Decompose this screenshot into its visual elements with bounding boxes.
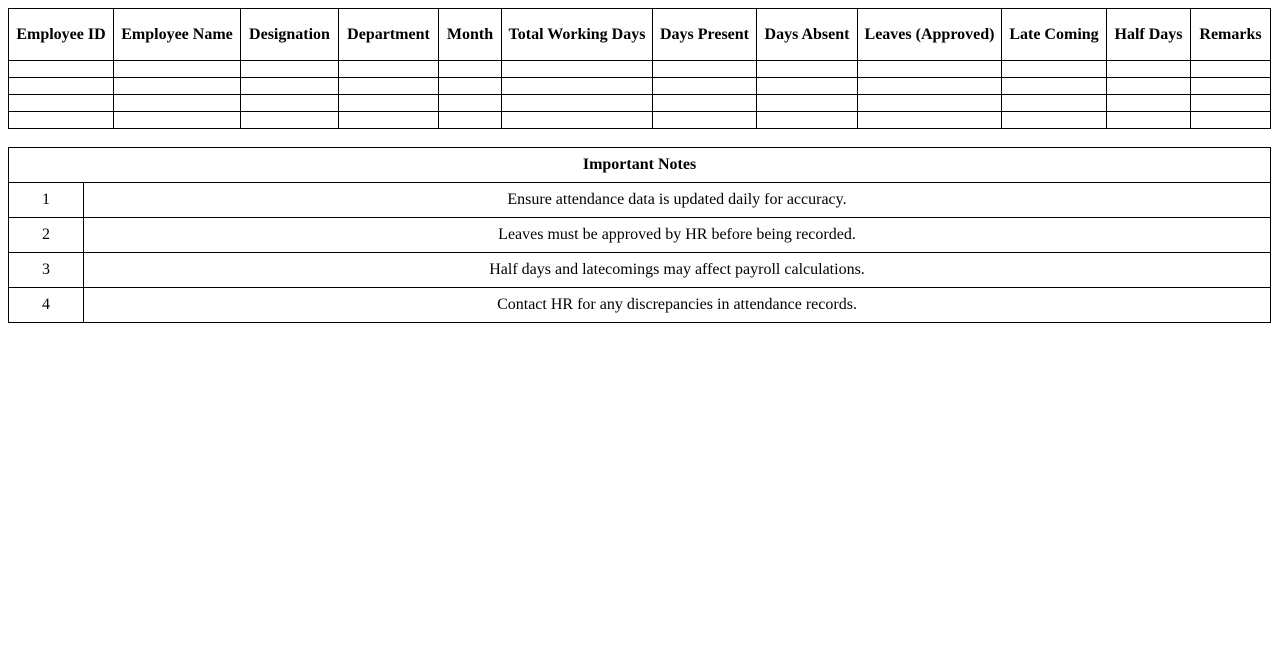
cell-remarks[interactable]	[1191, 78, 1271, 95]
note-row	[9, 253, 1271, 288]
cell-employee-name[interactable]	[114, 61, 241, 78]
note-text: Leaves must be approved by HR before being recorded.	[84, 218, 1271, 253]
cell-late-coming[interactable]	[1002, 78, 1107, 95]
cell-month[interactable]	[439, 95, 502, 112]
cell-department[interactable]	[339, 78, 439, 95]
note-row	[9, 183, 1271, 218]
cell-leaves-approved[interactable]	[858, 95, 1002, 112]
cell-total-working-days[interactable]	[502, 112, 653, 129]
cell-designation[interactable]	[241, 112, 339, 129]
header-month: Month	[439, 9, 502, 61]
header-employee-name: Employee Name	[114, 9, 241, 61]
cell-total-working-days[interactable]	[502, 78, 653, 95]
cell-days-absent[interactable]	[757, 95, 858, 112]
note-row	[9, 218, 1271, 253]
header-remarks: Remarks	[1191, 9, 1271, 61]
attendance-table	[8, 8, 1271, 129]
cell-total-working-days[interactable]	[502, 61, 653, 78]
header-employee-id: Employee ID	[9, 9, 114, 61]
header-half-days: Half Days	[1107, 9, 1191, 61]
note-text: Ensure attendance data is updated daily for accuracy.	[84, 183, 1271, 218]
cell-employee-id[interactable]	[9, 61, 114, 78]
cell-days-absent[interactable]	[757, 78, 858, 95]
cell-employee-id[interactable]	[9, 78, 114, 95]
cell-department[interactable]	[339, 95, 439, 112]
cell-department[interactable]	[339, 112, 439, 129]
attendance-body	[9, 61, 1271, 129]
cell-days-present[interactable]	[653, 61, 757, 78]
notes-title: Important Notes	[9, 148, 1271, 183]
document	[8, 8, 1270, 323]
header-designation: Designation	[241, 9, 339, 61]
attendance-header-row	[9, 9, 1271, 61]
note-number: 3	[9, 253, 84, 288]
cell-remarks[interactable]	[1191, 95, 1271, 112]
cell-days-present[interactable]	[653, 112, 757, 129]
note-text: Half days and latecomings may affect payroll calculations.	[84, 253, 1271, 288]
cell-employee-id[interactable]	[9, 95, 114, 112]
header-late-coming: Late Coming	[1002, 9, 1107, 61]
header-days-present: Days Present	[653, 9, 757, 61]
cell-month[interactable]	[439, 112, 502, 129]
important-notes-table	[8, 147, 1271, 323]
cell-late-coming[interactable]	[1002, 95, 1107, 112]
cell-leaves-approved[interactable]	[858, 78, 1002, 95]
cell-half-days[interactable]	[1107, 78, 1191, 95]
note-number: 4	[9, 288, 84, 323]
attendance-row	[9, 78, 1271, 95]
attendance-row	[9, 61, 1271, 78]
cell-designation[interactable]	[241, 78, 339, 95]
cell-late-coming[interactable]	[1002, 61, 1107, 78]
attendance-row	[9, 95, 1271, 112]
cell-half-days[interactable]	[1107, 95, 1191, 112]
cell-total-working-days[interactable]	[502, 95, 653, 112]
notes-title-row	[9, 148, 1271, 183]
cell-half-days[interactable]	[1107, 112, 1191, 129]
cell-remarks[interactable]	[1191, 61, 1271, 78]
header-leaves-approved: Leaves (Approved)	[858, 9, 1002, 61]
note-number: 1	[9, 183, 84, 218]
cell-leaves-approved[interactable]	[858, 112, 1002, 129]
cell-days-present[interactable]	[653, 95, 757, 112]
cell-designation[interactable]	[241, 95, 339, 112]
note-number: 2	[9, 218, 84, 253]
cell-employee-name[interactable]	[114, 95, 241, 112]
cell-days-present[interactable]	[653, 78, 757, 95]
cell-department[interactable]	[339, 61, 439, 78]
cell-remarks[interactable]	[1191, 112, 1271, 129]
header-days-absent: Days Absent	[757, 9, 858, 61]
cell-days-absent[interactable]	[757, 112, 858, 129]
note-text: Contact HR for any discrepancies in attendance records.	[84, 288, 1271, 323]
header-department: Department	[339, 9, 439, 61]
cell-employee-name[interactable]	[114, 112, 241, 129]
cell-half-days[interactable]	[1107, 61, 1191, 78]
cell-employee-id[interactable]	[9, 112, 114, 129]
note-row	[9, 288, 1271, 323]
attendance-row	[9, 112, 1271, 129]
header-total-working-days: Total Working Days	[502, 9, 653, 61]
cell-designation[interactable]	[241, 61, 339, 78]
cell-leaves-approved[interactable]	[858, 61, 1002, 78]
cell-late-coming[interactable]	[1002, 112, 1107, 129]
cell-employee-name[interactable]	[114, 78, 241, 95]
cell-month[interactable]	[439, 61, 502, 78]
cell-month[interactable]	[439, 78, 502, 95]
cell-days-absent[interactable]	[757, 61, 858, 78]
